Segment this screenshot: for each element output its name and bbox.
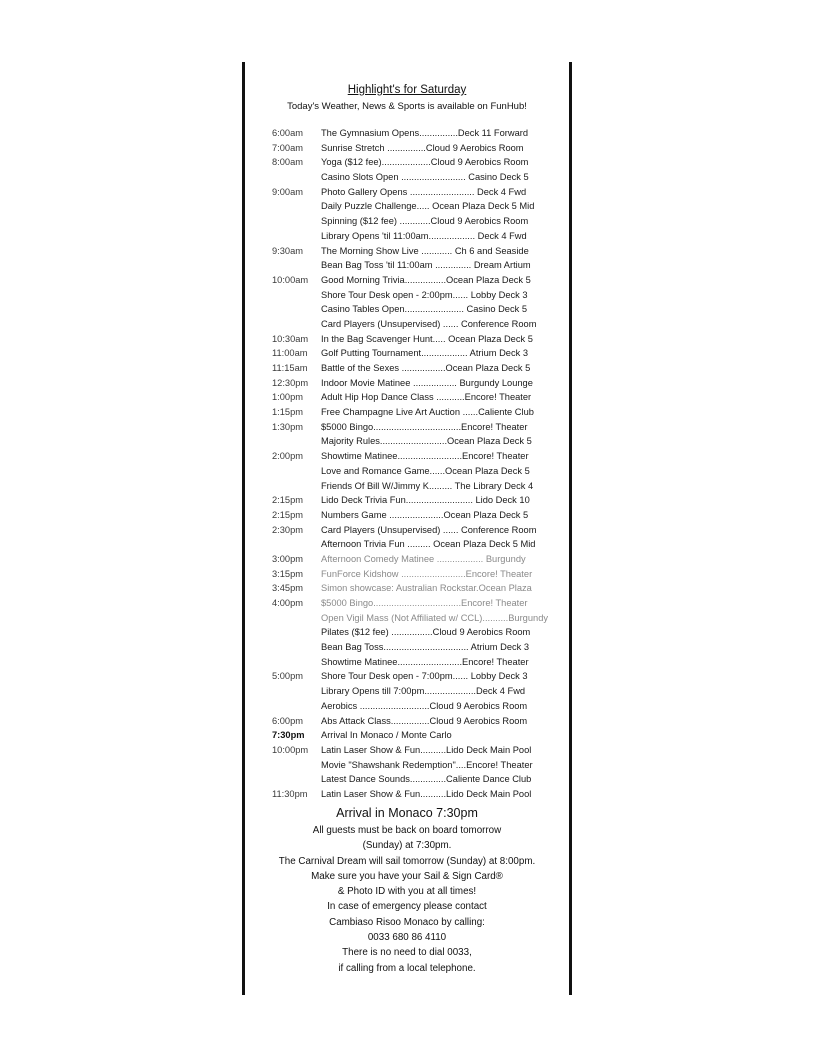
schedule-time: 7:00am: [272, 142, 304, 153]
schedule-row: [272, 537, 568, 552]
schedule-row: [272, 640, 568, 655]
arrival-detail-line: Make sure you have your Sail & Sign Card®: [311, 870, 503, 882]
arrival-detail-line: All guests must be back on board tomorrow: [312, 825, 502, 836]
arrival-detail-line: Cambiaso Risoo Monaco by calling:: [329, 916, 485, 928]
schedule-entry: Casino Tables Open....................... Casino Deck 5: [321, 304, 528, 315]
schedule-time: [272, 258, 321, 273]
schedule-time: 6:00am: [272, 128, 304, 138]
schedule-time: 9:00am: [272, 186, 304, 197]
schedule-time: [272, 640, 321, 655]
schedule-row: [272, 288, 568, 303]
schedule-time: 2:00pm: [272, 451, 304, 462]
schedule-time: 9:30am: [272, 245, 304, 256]
schedule-row: [272, 420, 568, 435]
schedule-time: 1:15pm: [272, 407, 304, 418]
schedule-row: [272, 449, 568, 464]
schedule-entry: Adult Hip Hop Dance Class ...........Encore! Theater: [321, 392, 532, 403]
schedule-time: [272, 772, 321, 787]
schedule-row: [272, 743, 568, 758]
schedule-entry: Latin Laser Show & Fun..........Lido Deck Main Pool: [321, 788, 532, 799]
schedule-entry: Abs Attack Class...............Cloud 9 Aerobics Room: [321, 715, 528, 726]
schedule-list: [272, 126, 568, 802]
arrival-detail-line: 0033 680 86 4110: [367, 932, 447, 944]
schedule-row: [272, 214, 568, 229]
schedule-time: [272, 611, 321, 626]
schedule-time: [272, 434, 321, 449]
schedule-entry: Card Players (Unsupervised) ...... Conference Room: [321, 318, 537, 329]
schedule-time: [272, 170, 321, 185]
schedule-row: [272, 229, 568, 244]
schedule-entry: Spinning ($12 fee) ............Cloud 9 Aerobics Room: [321, 216, 529, 227]
schedule-row: [272, 669, 568, 684]
schedule-row: [272, 787, 568, 802]
schedule-row: [272, 758, 568, 773]
schedule-time: [272, 214, 321, 229]
schedule-entry: Shore Tour Desk open - 7:00pm...... Lobby Deck 3: [321, 671, 528, 682]
schedule-entry: Simon showcase: Australian Rockstar.Ocean Plaza: [321, 583, 532, 594]
schedule-entry: Aerobics ...........................Cloud 9 Aerobics Room: [321, 700, 528, 711]
arrival-detail-line: The Carnival Dream will sail tomorrow (Sunday) at 8:00pm.: [278, 855, 536, 867]
schedule-time: 10:00pm: [272, 744, 309, 755]
schedule-entry: Pilates ($12 fee) ................Cloud 9 Aerobics Room: [321, 627, 531, 638]
schedule-entry: Arrival In Monaco / Monte Carlo: [321, 730, 452, 741]
schedule-row: [272, 434, 568, 449]
arrival-detail-line: if calling from a local telephone.: [338, 962, 476, 974]
schedule-row: [272, 155, 568, 170]
schedule-entry: Good Morning Trivia................Ocean Plaza Deck 5: [321, 274, 531, 285]
schedule-row: [272, 523, 568, 538]
schedule-time: [272, 199, 321, 214]
schedule-time: 1:00pm: [272, 392, 304, 403]
schedule-row: [272, 376, 568, 391]
schedule-time: 8:00am: [272, 157, 304, 168]
schedule-row: [272, 405, 568, 420]
schedule-entry: The Gymnasium Opens...............Deck 11 Forward: [321, 128, 529, 138]
schedule-row: [272, 699, 568, 714]
schedule-row: [272, 244, 568, 259]
schedule-entry: The Morning Show Live ............ Ch 6 and Seaside: [321, 245, 529, 256]
schedule-time: [272, 758, 321, 773]
schedule-entry: Movie "Shawshank Redemption"....Encore! Theater: [321, 759, 533, 770]
schedule-time: 6:00pm: [272, 715, 304, 726]
schedule-entry: $5000 Bingo..................................Encore! Theater: [321, 421, 528, 432]
schedule-row: [272, 728, 568, 743]
schedule-time: [272, 302, 321, 317]
schedule-row: [272, 596, 568, 611]
schedule-entry: Battle of the Sexes .................Ocean Plaza Deck 5: [321, 363, 531, 373]
schedule-entry: In the Bag Scavenger Hunt..... Ocean Plaza Deck 5: [321, 333, 533, 344]
schedule-time: 2:15pm: [272, 509, 304, 520]
schedule-row: [272, 581, 568, 596]
schedule-row: [272, 258, 568, 273]
schedule-entry: Friends Of Bill W/Jimmy K......... The Library Deck 4: [321, 480, 534, 491]
page-title: Highlight's for Saturday: [347, 84, 467, 96]
schedule-entry: Golf Putting Tournament.................. Atrium Deck 3: [321, 348, 529, 359]
arrival-detail-line: There is no need to dial 0033,: [342, 947, 472, 959]
arrival-detail-line: & Photo ID with you at all times!: [337, 886, 477, 898]
schedule-time: [272, 229, 321, 244]
schedule-time: [272, 625, 321, 640]
schedule-entry: Afternoon Trivia Fun ......... Ocean Plaza Deck 5 Mid: [321, 539, 536, 550]
schedule-time: 10:00am: [272, 274, 309, 285]
schedule-row: [272, 508, 568, 523]
arrival-detail-line: (Sunday) at 7:30pm.: [362, 840, 452, 852]
schedule-time: 3:00pm: [272, 553, 304, 564]
schedule-entry: Love and Romance Game......Ocean Plaza Deck 5: [321, 465, 530, 476]
schedule-entry: Free Champagne Live Art Auction ......Caliente Club: [321, 407, 534, 418]
schedule-time: 7:30pm: [272, 730, 305, 741]
schedule-entry: Yoga ($12 fee)...................Cloud 9 Aerobics Room: [321, 157, 529, 168]
arrival-details: [245, 823, 569, 976]
schedule-entry: Lido Deck Trivia Fun.......................... Lido Deck 10: [321, 495, 530, 506]
schedule-entry: Shore Tour Desk open - 2:00pm...... Lobby Deck 3: [321, 289, 528, 300]
schedule-time: 3:15pm: [272, 568, 304, 579]
schedule-time: 5:00pm: [272, 671, 304, 682]
schedule-row: [272, 479, 568, 494]
schedule-row: [272, 273, 568, 288]
schedule-time: 10:30am: [272, 333, 309, 344]
schedule-entry: Daily Puzzle Challenge..... Ocean Plaza Deck 5 Mid: [321, 201, 535, 212]
schedule-row: [272, 684, 568, 699]
schedule-time: 2:30pm: [272, 524, 304, 535]
schedule-time: [272, 537, 321, 552]
schedule-entry: Open Vigil Mass (Not Affiliated w/ CCL)..........Burgundy: [321, 612, 549, 623]
schedule-entry: Numbers Game .....................Ocean Plaza Deck 5: [321, 509, 529, 520]
schedule-entry: Card Players (Unsupervised) ...... Conference Room: [321, 524, 537, 535]
schedule-entry: Photo Gallery Opens ......................... Deck 4 Fwd: [321, 186, 527, 197]
schedule-entry: Bean Bag Toss................................. Atrium Deck 3: [321, 642, 530, 653]
schedule-row: [272, 625, 568, 640]
schedule-row: [272, 302, 568, 317]
schedule-time: [272, 655, 321, 670]
schedule-row: [272, 317, 568, 332]
schedule-row: [272, 390, 568, 405]
arrival-detail-line: In case of emergency please contact: [327, 901, 487, 913]
schedule-row: [272, 655, 568, 670]
schedule-time: [272, 684, 321, 699]
schedule-row: [272, 346, 568, 361]
schedule-entry: Latest Dance Sounds..............Caliente Dance Club: [321, 774, 532, 785]
schedule-time: 4:00pm: [272, 598, 304, 608]
schedule-sheet: [242, 62, 572, 995]
schedule-entry: Library Opens till 7:00pm....................Deck 4 Fwd: [321, 686, 526, 697]
schedule-row: [272, 714, 568, 729]
schedule-entry: Majority Rules..........................Ocean Plaza Deck 5: [321, 436, 532, 447]
schedule-time: [272, 464, 321, 479]
schedule-time: 1:30pm: [272, 421, 304, 432]
schedule-row: [272, 332, 568, 347]
arrival-notice: [245, 806, 569, 976]
schedule-entry: Sunrise Stretch ...............Cloud 9 Aerobics Room: [321, 142, 524, 153]
schedule-time: 11:15am: [272, 363, 308, 373]
schedule-entry: $5000 Bingo..................................Encore! Theater: [321, 598, 528, 608]
schedule-row: [272, 170, 568, 185]
schedule-row: [272, 126, 568, 141]
schedule-time: [272, 288, 321, 303]
schedule-entry: Latin Laser Show & Fun..........Lido Deck Main Pool: [321, 744, 532, 755]
schedule-entry: Showtime Matinee.........................Encore! Theater: [321, 656, 529, 667]
schedule-time: 11:30pm: [272, 788, 308, 799]
schedule-entry: Showtime Matinee.........................Encore! Theater: [321, 451, 529, 462]
schedule-entry: Casino Slots Open ......................... Casino Deck 5: [321, 172, 529, 183]
schedule-row: [272, 552, 568, 567]
schedule-row: [272, 199, 568, 214]
page-subtitle: Today's Weather, News & Sports is available on FunHub!: [287, 101, 527, 112]
schedule-entry: Indoor Movie Matinee ................. Burgundy Lounge: [321, 377, 533, 388]
schedule-entry: Bean Bag Toss 'til 11:00am .............. Dream Artium: [321, 260, 531, 271]
schedule-time: 2:15pm: [272, 495, 304, 506]
schedule-entry: Afternoon Comedy Matinee .................. Burgundy: [321, 553, 526, 564]
schedule-row: [272, 493, 568, 508]
schedule-time: [272, 479, 321, 494]
schedule-row: [272, 772, 568, 787]
schedule-row: [272, 611, 568, 626]
schedule-row: [272, 567, 568, 582]
schedule-entry: FunForce Kidshow .........................Encore! Theater: [321, 568, 533, 579]
schedule-row: [272, 141, 568, 156]
schedule-time: [272, 699, 321, 714]
schedule-row: [272, 464, 568, 479]
schedule-row: [272, 185, 568, 200]
schedule-time: 11:00am: [272, 348, 308, 359]
arrival-headline: Arrival in Monaco 7:30pm: [336, 806, 478, 820]
schedule-row: [272, 361, 568, 376]
schedule-entry: Library Opens 'til 11:00am.................. Deck 4 Fwd: [321, 230, 527, 241]
schedule-time: 3:45pm: [272, 583, 304, 594]
schedule-time: [272, 317, 321, 332]
schedule-time: 12:30pm: [272, 377, 309, 388]
